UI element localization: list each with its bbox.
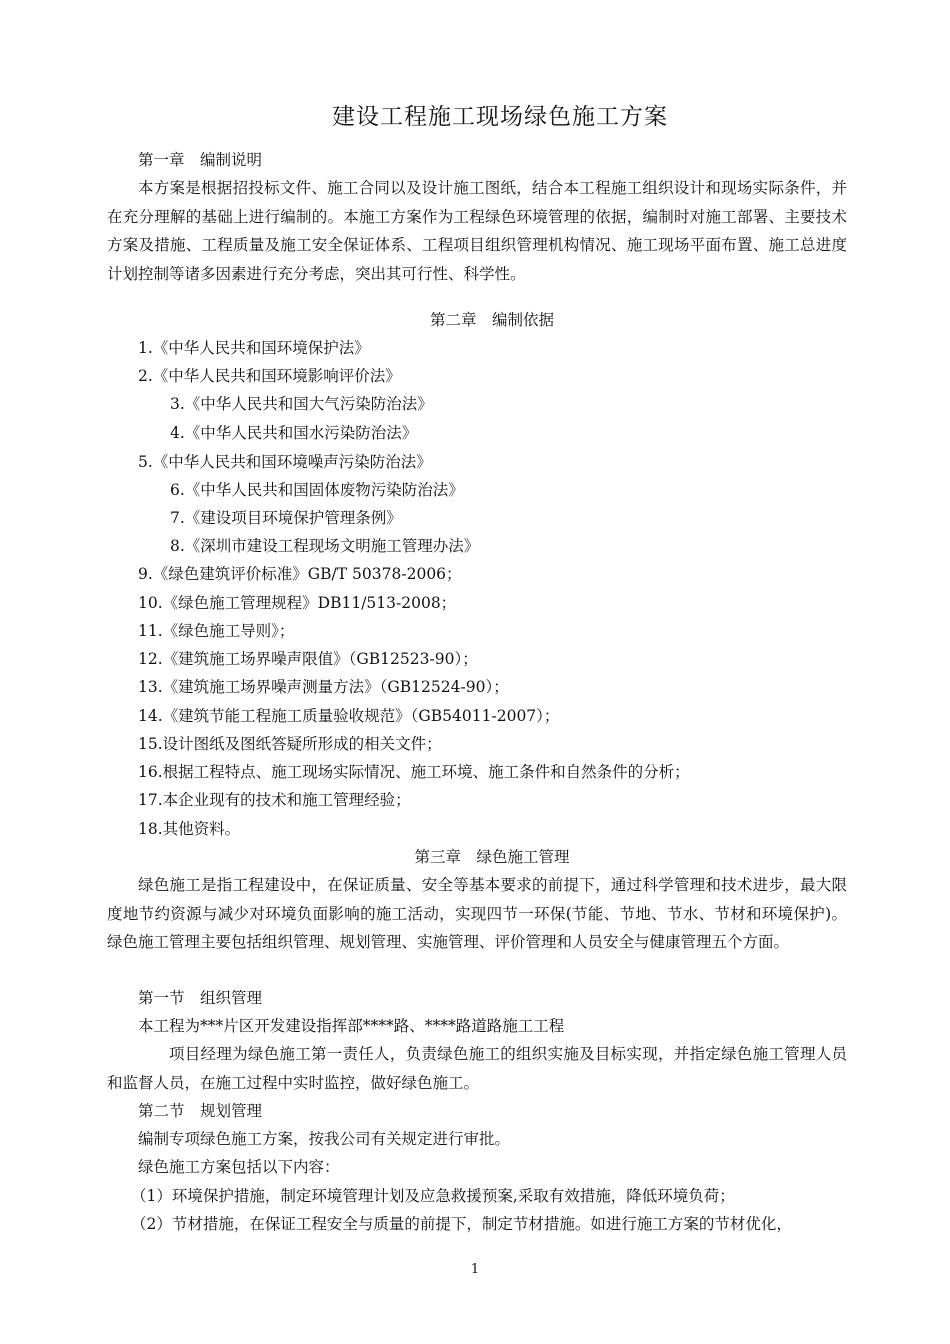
reference-item: 3.《中华人民共和国大气污染防治法》: [170, 395, 433, 413]
chapter2-heading: 第二章 编制依据: [429, 311, 554, 329]
reference-item: 2.《中华人民共和国环境影响评价法》: [138, 367, 401, 385]
reference-item: 6.《中华人民共和国固体废物污染防治法》: [170, 481, 464, 499]
reference-item: 14.《建筑节能工程施工质量验收规范》（GB54011-2007）；: [138, 707, 560, 725]
reference-item: 1.《中华人民共和国环境保护法》: [138, 339, 370, 357]
reference-item: 11.《绿色施工导则》；: [138, 622, 295, 640]
chapter3-paragraph: 绿色施工是指工程建设中，在保证质量、安全等基本要求的前提下，通过科学管理和技术进步，最大限度地节约资源与减少对环境负面影响的施工活动，实现四节一环保(节能、节地、节水、节材和环境保护)。绿色施工管理主要包括组织管理、规划管理、实施管理、评价管理和人员安全与健康管理五个方面。: [107, 876, 847, 952]
reference-item: 17.本企业现有的技术和施工管理经验；: [138, 791, 411, 809]
section2-heading: 第二节 规划管理: [138, 1102, 263, 1120]
section1-line: 本工程为***片区开发建设指挥部****路、****路道路施工工程: [138, 1017, 565, 1035]
section1-heading: 第一节 组织管理: [138, 989, 263, 1007]
reference-item: 8.《深圳市建设工程现场文明施工管理办法》: [170, 537, 480, 555]
section2-line: 绿色施工方案包括以下内容：: [138, 1158, 340, 1176]
reference-item: 4.《中华人民共和国水污染防治法》: [170, 424, 418, 442]
section2-item: （1）环境保护措施，制定环境管理计划及应急救援预案,采取有效措施，降低环境负荷；: [131, 1187, 735, 1205]
reference-item: 18.其他资料。: [138, 820, 241, 838]
reference-item: 9.《绿色建筑评价标准》GB/T 50378-2006；: [138, 565, 462, 583]
chapter1-heading: 第一章 编制说明: [138, 151, 263, 169]
reference-item: 7.《建设项目环境保护管理条例》: [170, 509, 402, 527]
reference-item: 10.《绿色施工管理规程》DB11/513-2008；: [138, 594, 457, 612]
reference-item: 15.设计图纸及图纸答疑所形成的相关文件；: [138, 735, 442, 753]
chapter3-heading: 第三章 绿色施工管理: [414, 848, 570, 866]
section1-paragraph: 项目经理为绿色施工第一责任人，负责绿色施工的组织实施及目标实现，并指定绿色施工管理人员和监督人员，在施工过程中实时监控，做好绿色施工。: [107, 1045, 847, 1092]
reference-item: 16.根据工程特点、施工现场实际情况、施工环境、施工条件和自然条件的分析；: [138, 763, 690, 781]
reference-item: 5.《中华人民共和国环境噪声污染防治法》: [138, 453, 432, 471]
section2-line: 编制专项绿色施工方案，按我公司有关规定进行审批。: [138, 1130, 511, 1148]
reference-item: 13.《建筑施工场界噪声测量方法》（GB12524-90）；: [138, 678, 509, 696]
reference-item: 12.《建筑施工场界噪声限值》（GB12523-90）；: [138, 650, 478, 668]
chapter1-paragraph: 本方案是根据招投标文件、施工合同以及设计施工图纸，结合本工程施工组织设计和现场实际条件，并在充分理解的基础上进行编制的。本施工方案作为工程绿色环境管理的依据，编制时对施工部署、主要技术方案及措施、工程质量及施工安全保证体系、工程项目组织管理机构情况、施工现场平面布置、施工总进度计划控制等诸多因素进行充分考虑，突出其可行性、科学性。: [107, 179, 847, 283]
section2-item: （2）节材措施，在保证工程安全与质量的前提下，制定节材措施。如进行施工方案的节材优化，: [131, 1215, 792, 1233]
page-number: 1: [470, 1262, 480, 1277]
document-title: 建设工程施工现场绿色施工方案: [332, 104, 668, 130]
